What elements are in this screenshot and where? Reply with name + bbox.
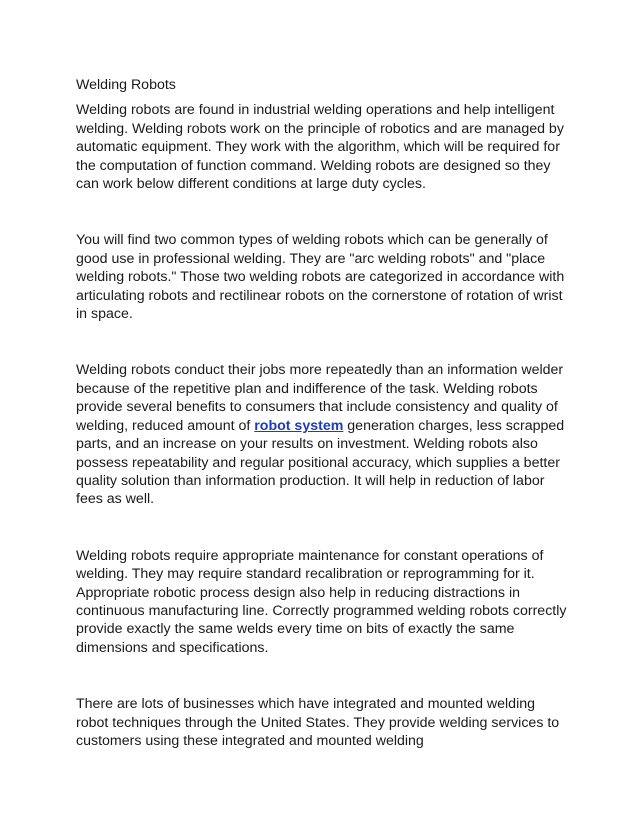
document-title: Welding Robots (76, 77, 176, 93)
paragraph-3 (76, 361, 568, 508)
paragraph-1: Welding robots are found in industrial welding operations and help intelligent welding. Welding robots work on the principle of robotics and are managed by automatic equipment. They work with the algorithm, which will be required for the computation of function command. Welding robots are designed so they can work below different conditions at large duty cycles. (76, 102, 564, 193)
robot-system-link[interactable]: robot system (254, 417, 344, 434)
paragraph-2: You will find two common types of welding robots which can be generally of good use in professional welding. They are "arc welding robots" and "place welding robots." Those two welding robots are categorized in accordance with articulating robots and rectilinear robots on the cornerstone of rotation of wrist in space. (76, 232, 565, 323)
paragraph-4: Welding robots require appropriate maintenance for constant operations of welding. They may require standard recalibration or reprogramming for it. Appropriate robotic process design also help in reducing distractions in continuous manufacturing line. Correctly programmed welding robots correctly provide exactly the same welds every time on bits of exactly the same dimensions and specifications. (76, 547, 567, 656)
document-body (76, 76, 568, 750)
paragraph-3-text-after: generation charges, less scrapped parts, and an increase on your results on investment. Welding robots also possess repeatability and regular positional accuracy, which supplies a better quality solution than information production. It will help in reduction of labor fees as well. (76, 417, 565, 508)
paragraph-5: There are lots of businesses which have integrated and mounted welding robot techniques through the United States. They provide welding services to customers using these integrated and mounted welding (76, 696, 560, 749)
paragraph-3-text-before: Welding robots conduct their jobs more repeatedly than an information welder because of the repetitive plan and indifference of the task. Welding robots provide several benefits to consumers that include consistency and quality of welding, reduced amount of (76, 362, 564, 434)
